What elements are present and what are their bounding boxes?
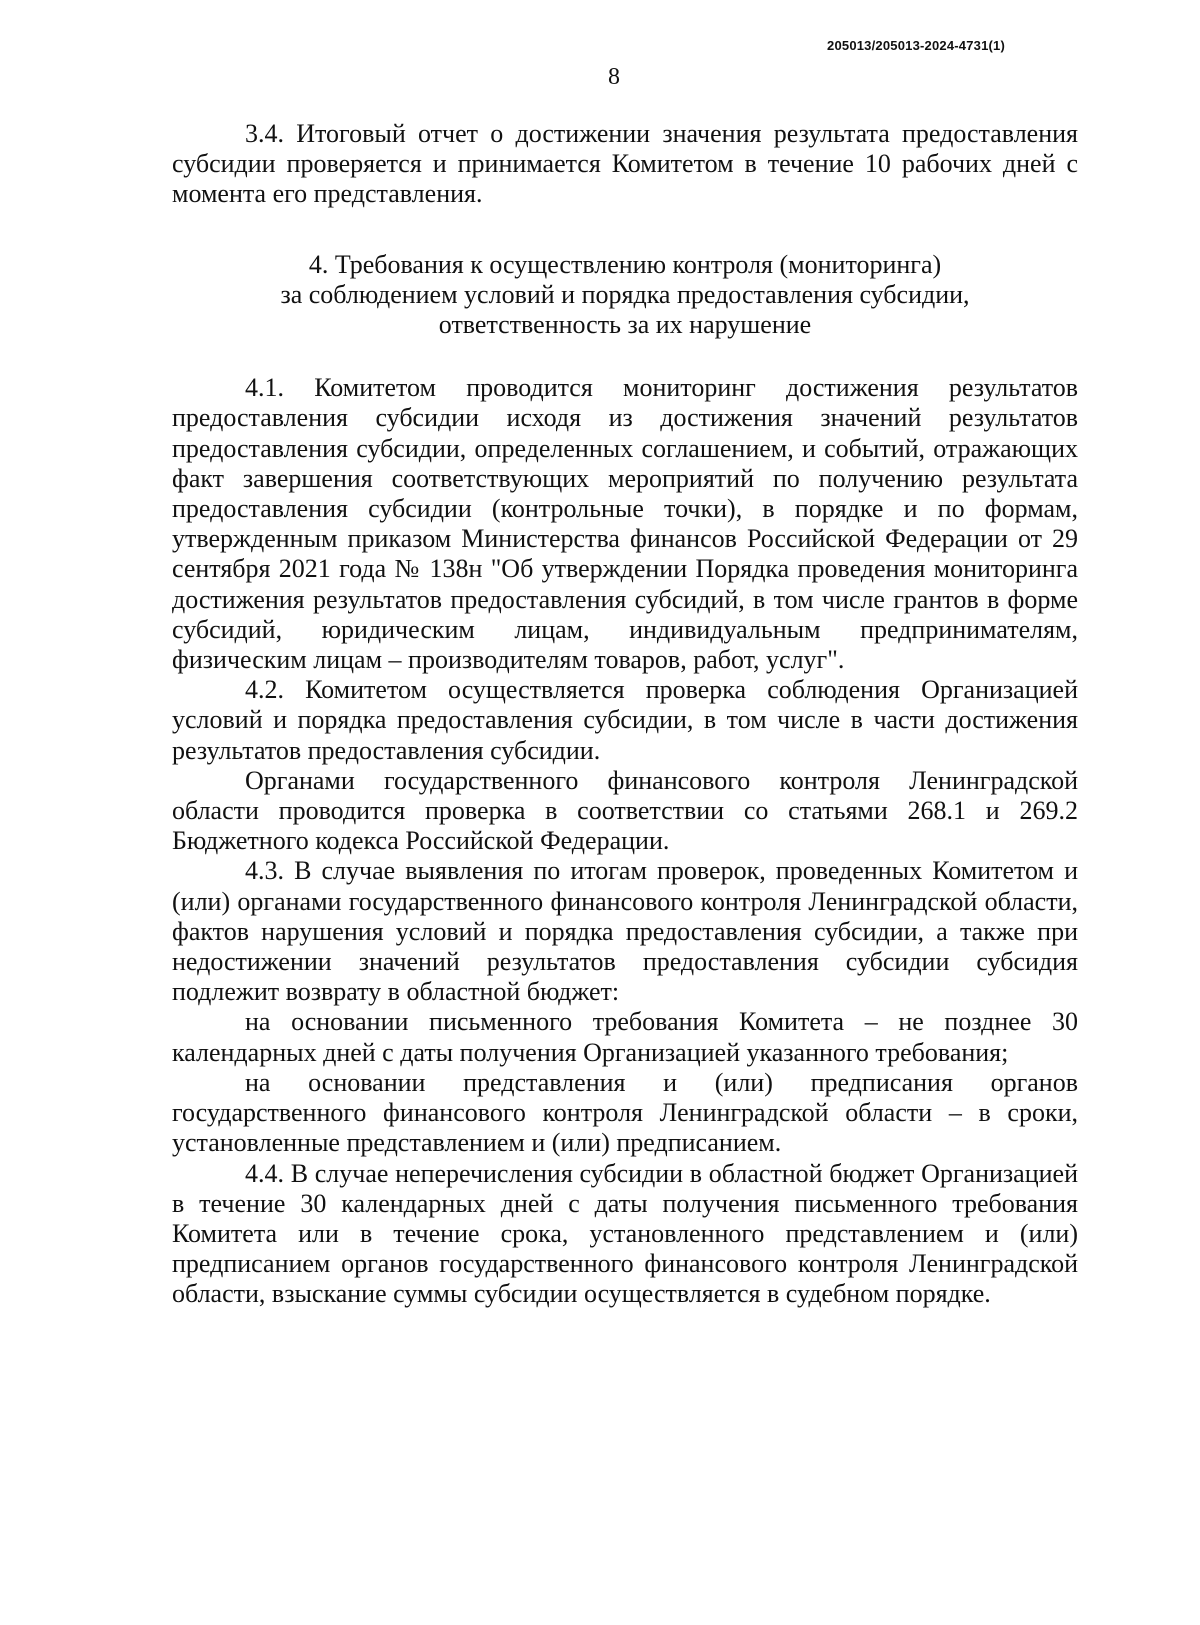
section-heading-line: ответственность за их нарушение (438, 310, 812, 340)
page-number: 8 (608, 64, 620, 90)
document-registration-number: 205013/205013-2024-4731(1) (827, 38, 1005, 53)
paragraph-4-1: 4.1. Комитетом проводится мониторинг достижения результатов предоставления субсидии исходя из достижения значений результатов предоставления субсидии, определенных соглашением, и событий, отражающих факт завершения соответствующих мероприятий по получению результата предоставления субсидии (контрольные точки), в порядке и по формам, утвержденным приказом Министерства финансов Российской Федерации от 29 сентября 2021 года № 138н "Об утверждении Порядка проведения мониторинга достижения результатов предоставления субсидий, в том числе грантов в форме субсидий, юридическим лицам, индивидуальным предпринимателям, физическим лицам – производителям товаров, работ, услуг". (172, 373, 1078, 675)
section-heading-line: за соблюдением условий и порядка предоставления субсидии, (280, 279, 970, 309)
paragraph-control-prescription: на основании представления и (или) предписания органов государственного финансового контроля Ленинградской области – в сроки, установленные представлением и (или) предписанием. (172, 1067, 1078, 1158)
document-body (172, 119, 1078, 1310)
paragraph-4-2: 4.2. Комитетом осуществляется проверка соблюдения Организацией условий и порядка предоставления субсидии, в том числе в части достижения результатов предоставления субсидии. (172, 675, 1078, 765)
section-4-heading (172, 250, 1078, 341)
paragraph-4-3: 4.3. В случае выявления по итогам проверок, проведенных Комитетом и (или) органами государственного финансового контроля Ленинградской области, фактов нарушения условий и порядка предоставления субсидии, а также при недостижении значений результатов предоставления субсидии субсидия подлежит возврату в областной бюджет: (172, 856, 1078, 1007)
section-heading-line: 4. Требования к осуществлению контроля (мониторинга) (308, 249, 942, 279)
paragraph-committee-requirement: на основании письменного требования Комитета – не позднее 30 календарных дней с даты получения Организацией указанного требования; (172, 1007, 1078, 1067)
paragraph-4-4: 4.4. В случае неперечисления субсидии в областной бюджет Организацией в течение 30 календарных дней с даты получения письменного требования Комитета или в течение срока, установленного представлением и (или) предписанием органов государственного финансового контроля Ленинградской области, взыскание суммы субсидии осуществляется в судебном порядке. (172, 1158, 1078, 1309)
paragraph-3-4: 3.4. Итоговый отчет о достижении значения результата предоставления субсидии проверяется и принимается Комитетом в течение 10 рабочих дней с момента его представления. (172, 119, 1078, 209)
paragraph-state-financial-control: Органами государственного финансового контроля Ленинградской области проводится проверка в соответствии со статьями 268.1 и 269.2 Бюджетного кодекса Российской Федерации. (172, 765, 1078, 856)
